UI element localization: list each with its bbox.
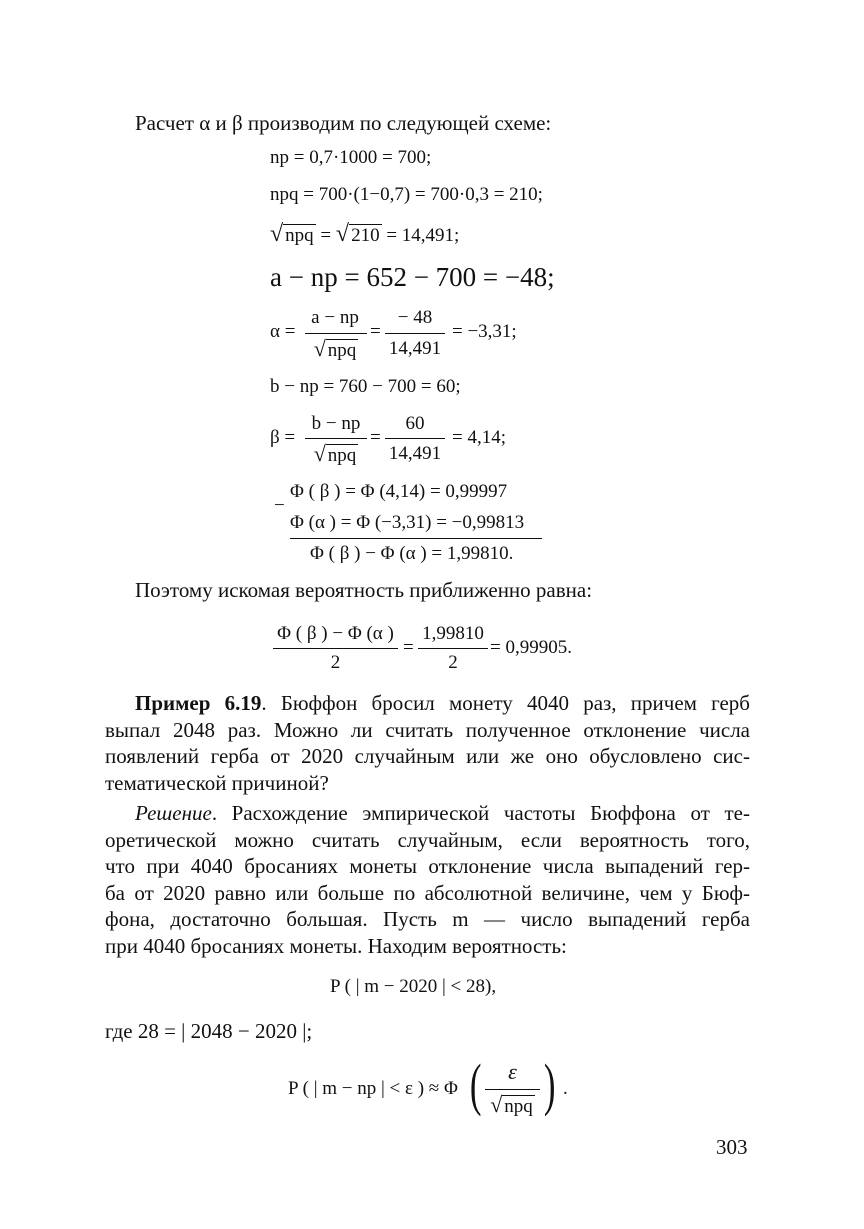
solution-line-2: оретической можно считать случайным, если вероятность того, xyxy=(105,827,750,852)
probability-equation: P ( | m − 2020 | < 28), xyxy=(330,976,497,997)
final-fraction-line-2 xyxy=(418,648,488,649)
beta-numerator-value: 60 xyxy=(405,413,425,434)
solution-paragraph xyxy=(105,800,750,959)
phi-alpha-line: Φ (α ) = Φ (−3,31) = −0,99813 xyxy=(290,512,525,533)
alpha-numerator: a − np xyxy=(311,307,359,328)
beta-fraction-line xyxy=(305,438,367,439)
final-fraction-line xyxy=(273,648,398,649)
left-paren: ( xyxy=(469,1052,482,1117)
phi-difference: Φ ( β ) − Φ (α ) = 1,99810. xyxy=(310,543,514,564)
final-denominator: 2 xyxy=(330,652,341,673)
example-line-4: тематической причиной? xyxy=(105,770,329,795)
last-equation-end: . xyxy=(563,1078,568,1099)
final-result: = 0,99905. xyxy=(490,637,572,658)
alpha-result: = −3,31; xyxy=(452,321,517,342)
beta-fraction-line-2 xyxy=(385,438,445,439)
alpha-denominator-value: 14,491 xyxy=(388,338,442,359)
beta-lhs: β = xyxy=(270,427,296,448)
last-equation-numerator: ε xyxy=(508,1059,517,1084)
equation-np: np = 0,7·1000 = 700; xyxy=(270,147,432,168)
last-equation-fraction-line xyxy=(485,1089,540,1090)
example-line-2: выпал 2048 раз. Можно ли считать полученное отклонение числа xyxy=(105,717,750,742)
solution-line-5: фона, достаточно большая. Пусть m — число выпадений герба xyxy=(105,907,750,931)
solution-line-4: ба от 2020 равно или больше по абсолютной величине, чем у Бюф- xyxy=(105,880,750,905)
alpha-fraction-line-2 xyxy=(385,333,445,334)
page-number: 303 xyxy=(716,1135,748,1159)
beta-result: = 4,14; xyxy=(452,427,506,448)
final-numerator: Φ ( β ) − Φ (α ) xyxy=(277,623,394,644)
last-equation-lhs: P ( | m − np | < ε ) ≈ Φ xyxy=(288,1078,458,1099)
solution-line-1: . Расхождение эмпирической частоты Бюффона от те- xyxy=(211,801,750,825)
beta-denominator-value: 14,491 xyxy=(388,443,442,464)
equation-sqrt-npq: √ npq = √ 210 = 14,491; xyxy=(270,221,460,247)
equation-a-np: a − np = 652 − 700 = −48; xyxy=(270,262,555,292)
alpha-numerator-value: − 48 xyxy=(397,307,433,328)
minus-sign: − xyxy=(274,495,285,516)
example-title: Пример 6.19 xyxy=(135,691,262,715)
example-paragraph xyxy=(105,690,750,796)
equation-npq: npq = 700·(1−0,7) = 700·0,3 = 210; xyxy=(270,184,543,205)
equation-b-np: b − np = 760 − 700 = 60; xyxy=(270,376,461,397)
example-line-1: . Бюффон бросил монету 4040 раз, причем герб xyxy=(261,691,750,715)
sqrt-npq: npq xyxy=(285,225,314,246)
phi-beta-line: Φ ( β ) = Φ (4,14) = 0,99997 xyxy=(290,481,508,502)
final-denominator-value: 2 xyxy=(448,652,458,673)
beta-numerator: b − np xyxy=(311,413,361,434)
intro-text: Расчет α и β производим по следующей схеме: xyxy=(135,111,552,135)
beta-denominator: √ npq xyxy=(313,441,357,466)
sqrt-210: 210 xyxy=(351,225,380,246)
example-line-3: появлений герба от 2020 случайным или же оно обусловлено сис- xyxy=(105,744,750,768)
final-numerator-value: 1,99810 xyxy=(422,623,484,644)
solution-label: Решение xyxy=(135,801,212,825)
right-paren: ) xyxy=(543,1052,556,1117)
alpha-denominator: √ npq xyxy=(313,336,357,361)
alpha-fraction-line xyxy=(305,333,367,334)
sqrt-result: = 14,491; xyxy=(386,225,460,246)
subtraction-line xyxy=(290,538,542,539)
last-equation-denominator: √ npq xyxy=(490,1092,533,1117)
alpha-lhs: α = xyxy=(270,321,296,342)
therefore-text: Поэтому искомая вероятность приближенно равна: xyxy=(135,578,593,602)
solution-line-3: что при 4040 бросаниях монеты отклонение числа выпадений гер- xyxy=(105,854,750,878)
where-text: где 28 = | 2048 − 2020 |; xyxy=(105,1019,313,1043)
solution-line-6: при 4040 бросаниях монеты. Находим вероятность: xyxy=(105,933,567,958)
